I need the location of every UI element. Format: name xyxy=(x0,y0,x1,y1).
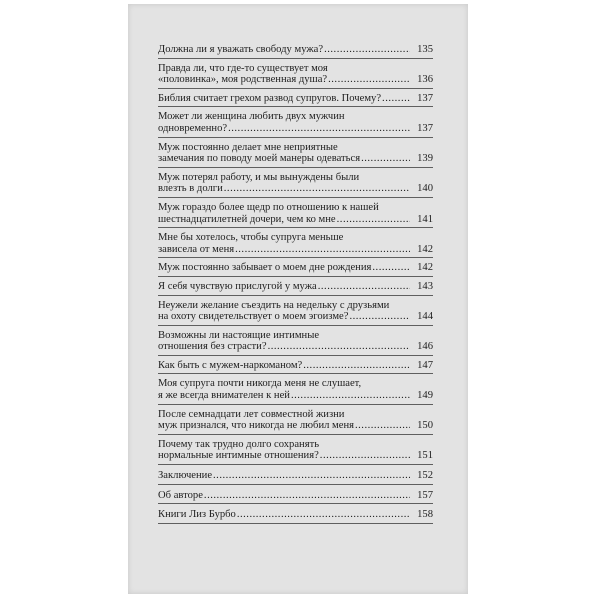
toc-page-number: 137 xyxy=(417,92,433,104)
toc-entry-title: Возможны ли настоящие интимные xyxy=(158,329,320,341)
toc-entry xyxy=(158,93,433,108)
toc-page-number: 136 xyxy=(417,74,433,86)
toc-entry-title: Неужели желание съездить на недельку с друзьями xyxy=(158,299,390,311)
toc-entry-title: Муж постоянно забывает о моем дне рождения xyxy=(158,262,372,274)
toc-entry-title: влезть в долги xyxy=(158,183,223,195)
toc-entry-line xyxy=(158,439,433,451)
toc-entry-title: нормальные интимные отношения? xyxy=(158,450,319,462)
toc-entry-title: Мне бы хотелось, чтобы супруга меньше xyxy=(158,232,344,244)
toc-entry-line xyxy=(158,420,433,432)
toc-entry-title: Может ли женщина любить двух мужчин xyxy=(158,111,345,123)
toc-page-number: 139 xyxy=(417,153,433,165)
dot-leader xyxy=(268,341,410,353)
toc-entry xyxy=(158,63,433,89)
toc-entry-line xyxy=(158,63,433,75)
toc-entry-line xyxy=(158,281,433,293)
toc-entry xyxy=(158,378,433,404)
toc-entry-title: муж признался, что никогда не любил меня xyxy=(158,420,354,432)
toc-entry-line xyxy=(158,311,433,323)
toc-entry-title: Почему так трудно долго сохранять xyxy=(158,438,320,450)
toc-entry-title: Библия считает грехом развод супругов. Почему? xyxy=(158,92,382,104)
toc-entry-line xyxy=(158,490,433,502)
dot-leader xyxy=(224,183,410,195)
toc-entry-line xyxy=(158,509,433,521)
toc-entry-line xyxy=(158,172,433,184)
toc-entry-title: Как быть с мужем-наркоманом? xyxy=(158,359,303,371)
toc-page-number: 144 xyxy=(417,311,433,323)
toc-entry xyxy=(158,330,433,356)
toc-entry xyxy=(158,300,433,326)
toc-page-number: 142 xyxy=(417,262,433,274)
toc-entry-line xyxy=(158,111,433,123)
toc-entry-title: замечания по поводу моей манеры одеваться xyxy=(158,153,361,165)
toc-entry-title: Правда ли, что где-то существует моя xyxy=(158,62,328,74)
dot-leader xyxy=(228,123,410,135)
toc-entry-title: Книги Лиз Бурбо xyxy=(158,509,236,521)
toc-entry-title: Об авторе xyxy=(158,489,203,501)
toc-entry xyxy=(158,262,433,277)
toc-entry-line xyxy=(158,123,433,135)
toc-entry-title: зависела от меня xyxy=(158,243,235,255)
toc-page-number: 147 xyxy=(417,359,433,371)
toc-entry-title: я же всегда внимателен к ней xyxy=(158,390,290,402)
toc-entry xyxy=(158,490,433,505)
dot-leader xyxy=(237,509,410,521)
toc-entry xyxy=(158,142,433,168)
dot-leader xyxy=(337,214,410,226)
toc-entry-title: на охоту свидетельствует о моем эгоизме? xyxy=(158,311,349,323)
toc-page-number: 149 xyxy=(417,390,433,402)
toc-entry-title: отношения без страсти? xyxy=(158,341,267,353)
toc-entry-title: Моя супруга почти никогда меня не слушает, xyxy=(158,378,362,390)
toc-entry-title: Муж потерял работу, и мы вынуждены были xyxy=(158,171,360,183)
toc-entry-line xyxy=(158,142,433,154)
toc-page-number: 151 xyxy=(417,450,433,462)
toc-entry-line xyxy=(158,183,433,195)
table-of-contents xyxy=(158,44,433,528)
toc-page-number: 135 xyxy=(417,44,433,55)
toc-entry-line xyxy=(158,378,433,390)
toc-page-number: 158 xyxy=(417,509,433,521)
toc-entry-line xyxy=(158,341,433,353)
toc-entry xyxy=(158,44,433,59)
toc-page-number: 140 xyxy=(417,183,433,195)
dot-leader xyxy=(355,420,410,432)
toc-entry-line xyxy=(158,470,433,482)
toc-entry-line xyxy=(158,202,433,214)
toc-entry-line xyxy=(158,74,433,86)
toc-entry-line xyxy=(158,244,433,256)
dot-leader xyxy=(328,74,410,86)
toc-entry-title: Муж гораздо более щедр по отношению к нашей xyxy=(158,201,379,213)
toc-page-number: 143 xyxy=(417,280,433,292)
dot-leader xyxy=(320,450,410,462)
toc-entry xyxy=(158,509,433,524)
toc-entry-title: одновременно? xyxy=(158,122,228,134)
dot-leader xyxy=(349,311,410,323)
toc-entry-title: После семнадцати лет совместной жизни xyxy=(158,408,345,420)
toc-entry-line xyxy=(158,330,433,342)
toc-entry xyxy=(158,232,433,258)
toc-entry xyxy=(158,202,433,228)
dot-leader xyxy=(204,490,410,502)
dot-leader xyxy=(318,281,410,293)
toc-entry-line xyxy=(158,360,433,372)
dot-leader xyxy=(382,93,410,105)
toc-entry-line xyxy=(158,214,433,226)
dot-leader xyxy=(372,262,410,274)
toc-entry-title: Я себя чувствую прислугой у мужа xyxy=(158,280,317,292)
toc-entry-title: Заключение xyxy=(158,470,213,482)
toc-entry-line xyxy=(158,409,433,421)
dot-leader xyxy=(361,153,410,165)
toc-entry-title: Муж постоянно делает мне неприятные xyxy=(158,141,338,153)
dot-leader xyxy=(303,360,410,372)
toc-entry-title: шестнадцатилетней дочери, чем ко мне xyxy=(158,213,336,225)
toc-entry xyxy=(158,409,433,435)
toc-page-number: 142 xyxy=(417,243,433,255)
toc-entry-title: «половинка», моя родственная душа? xyxy=(158,74,328,86)
toc-entry xyxy=(158,360,433,375)
toc-page-number: 157 xyxy=(417,489,433,501)
dot-leader xyxy=(291,390,410,402)
dot-leader xyxy=(235,244,410,256)
toc-entry xyxy=(158,172,433,198)
toc-entry xyxy=(158,470,433,485)
toc-entry xyxy=(158,281,433,296)
toc-entry-line xyxy=(158,93,433,105)
dot-leader xyxy=(324,44,410,56)
toc-entry-line xyxy=(158,300,433,312)
toc-entry xyxy=(158,111,433,137)
toc-page-number: 137 xyxy=(417,122,433,134)
dot-leader xyxy=(213,470,410,482)
toc-entry-line xyxy=(158,390,433,402)
toc-entry-line xyxy=(158,262,433,274)
toc-entry-line xyxy=(158,232,433,244)
toc-entry xyxy=(158,439,433,465)
toc-page-number: 141 xyxy=(417,213,433,225)
toc-entry-line xyxy=(158,450,433,462)
toc-page-number: 150 xyxy=(417,420,433,432)
toc-page-number: 152 xyxy=(417,470,433,482)
toc-page-number: 146 xyxy=(417,341,433,353)
toc-entry-line xyxy=(158,153,433,165)
toc-entry-title: Должна ли я уважать свободу мужа? xyxy=(158,44,324,55)
toc-entry-line xyxy=(158,44,433,56)
